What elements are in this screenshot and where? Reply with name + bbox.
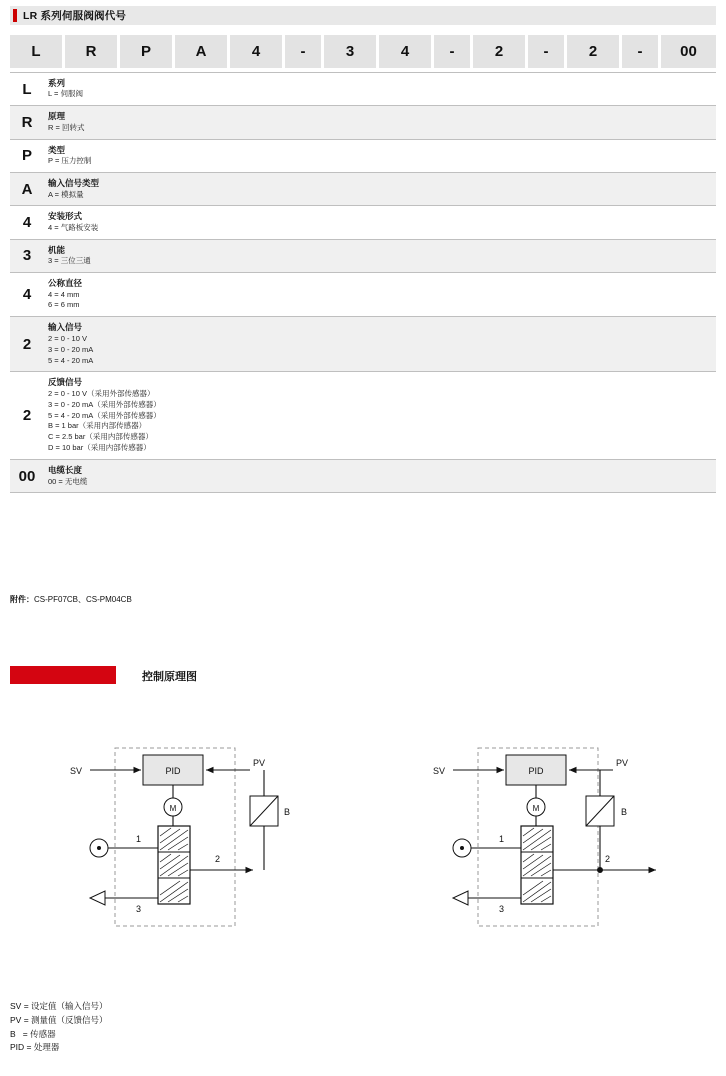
table-row [10, 372, 716, 460]
spec-code-cell: 4 [22, 286, 32, 304]
control-diagram-external-sensor [10, 730, 350, 960]
code-cell: 2 [473, 35, 525, 68]
spec-option: C = 2.5 bar（采用内部传感器） [48, 432, 153, 442]
spec-option: 00 = 无电缆 [48, 476, 88, 486]
code-separator: - [622, 35, 658, 68]
spec-title: 反馈信号 [48, 377, 83, 388]
spec-description-cell [44, 206, 716, 238]
legend-item-pid: PID = 处理器 [10, 1042, 60, 1053]
spec-code-cell: 2 [22, 335, 32, 353]
spec-description-cell [44, 460, 716, 492]
motor-label: M [532, 804, 540, 813]
spec-option: A = 模拟量 [48, 189, 84, 199]
spec-code-cell: R [21, 114, 33, 132]
exhaust-symbol [453, 891, 468, 905]
spec-option: 6 = 6 mm [48, 300, 80, 310]
diagram-svg-left [10, 730, 350, 960]
spec-title: 电缆长度 [48, 465, 83, 476]
port-2-label: 2 [215, 854, 221, 864]
spec-option: 3 = 三位三通 [48, 256, 91, 266]
table-row [10, 460, 716, 493]
page-header [10, 6, 716, 25]
code-cell: 4 [230, 35, 282, 68]
sv-label: SV [69, 766, 82, 776]
spec-code-cell: P [21, 147, 32, 165]
table-row [10, 317, 716, 372]
spec-title: 原理 [48, 111, 66, 122]
pid-label: PID [528, 766, 544, 776]
table-row [10, 273, 716, 317]
code-separator: - [528, 35, 564, 68]
spec-description-cell [44, 317, 716, 371]
header-accent-bar [13, 9, 17, 22]
port-1-label: 1 [136, 834, 142, 844]
table-row [10, 73, 716, 106]
spec-option: 4 = 4 mm [48, 289, 80, 299]
spec-description-cell [44, 273, 716, 316]
spec-option: 4 = 气路板安装 [48, 222, 99, 232]
pv-label: PV [616, 758, 629, 768]
spec-title: 机能 [48, 244, 66, 255]
code-cell: L [10, 35, 62, 68]
spec-description-cell [44, 73, 716, 105]
spec-title: 输入信号 [48, 322, 83, 333]
spec-option: B = 1 bar（采用内部传感器） [48, 421, 147, 431]
spec-option: R = 回转式 [48, 122, 85, 132]
spec-code-cell: A [21, 180, 33, 198]
section-accent-bar [10, 666, 116, 684]
table-row [10, 206, 716, 239]
spec-description-cell [44, 240, 716, 272]
table-row [10, 106, 716, 139]
code-cell: 00 [661, 35, 716, 68]
section-header-control-diagram [10, 666, 716, 684]
legend-item-b: B = 传感器 [10, 1028, 56, 1039]
spec-description-cell [44, 372, 716, 459]
exhaust-symbol [90, 891, 105, 905]
diagram-svg-right [373, 730, 713, 960]
code-cell: A [175, 35, 227, 68]
spec-code-cell: L [22, 80, 32, 98]
spec-option: 3 = 0 - 20 mA（采用外部传感器） [48, 399, 161, 409]
code-cell: 2 [567, 35, 619, 68]
spec-title: 公称直径 [48, 278, 83, 289]
spec-option: P = 压力控制 [48, 156, 92, 166]
port-1-label: 1 [499, 834, 505, 844]
spec-option: 3 = 0 - 20 mA [48, 344, 94, 354]
specification-table [10, 72, 716, 493]
code-cell: R [65, 35, 117, 68]
table-row [10, 173, 716, 206]
spec-option: L = 伺服阀 [48, 89, 83, 99]
spec-code-cell: 2 [22, 407, 32, 425]
pid-label: PID [165, 766, 181, 776]
spec-title: 输入信号类型 [48, 178, 100, 189]
code-separator: - [285, 35, 321, 68]
spec-code-cell: 00 [18, 467, 36, 485]
spec-option: 5 = 4 - 20 mA [48, 355, 94, 365]
supply-source-dot [97, 846, 101, 850]
sensor-label: B [284, 807, 291, 817]
legend-item-pv: PV = 测量值（反馈信号） [10, 1014, 108, 1025]
port-2-label: 2 [605, 854, 611, 864]
spec-title: 系列 [48, 78, 66, 88]
code-cell: 4 [379, 35, 431, 68]
spec-option: 5 = 4 - 20 mA（采用外部传感器） [48, 410, 161, 420]
spec-title: 类型 [48, 144, 66, 155]
legend-item-sv: SV = 设定值（输入信号） [10, 1001, 108, 1011]
spec-option: 2 = 0 - 10 V [48, 333, 87, 343]
pv-label: PV [253, 758, 266, 768]
supply-source-dot [460, 846, 464, 850]
spec-description-cell [44, 173, 716, 205]
code-cell: 3 [324, 35, 376, 68]
accessory-note [10, 594, 132, 605]
spec-description-cell [44, 140, 716, 172]
spec-description-cell [44, 106, 716, 138]
accessory-value: CS-PF07CB、CS-PM04CB [34, 595, 132, 604]
page-title: LR 系列伺服阀阀代号 [23, 10, 127, 22]
spec-option: D = 10 bar（采用内部传感器） [48, 443, 151, 453]
code-cell: P [120, 35, 172, 68]
spec-code-cell: 4 [22, 214, 32, 232]
table-row [10, 240, 716, 273]
spec-option: 2 = 0 - 10 V（采用外部传感器） [48, 388, 155, 398]
sv-label: SV [432, 766, 445, 776]
product-code-row [10, 35, 716, 68]
control-diagrams [0, 730, 726, 960]
sensor-label: B [621, 807, 628, 817]
section-title: 控制原理图 [142, 671, 197, 683]
accessory-label: 附件： [10, 595, 34, 604]
diagram-legend [10, 1000, 108, 1055]
motor-label: M [169, 804, 177, 813]
spec-code-cell: 3 [22, 247, 32, 265]
port-3-label: 3 [499, 904, 505, 914]
spec-title: 安装形式 [48, 211, 83, 222]
port-3-label: 3 [136, 904, 142, 914]
table-row [10, 140, 716, 173]
code-separator: - [434, 35, 470, 68]
control-diagram-internal-sensor [373, 730, 713, 960]
